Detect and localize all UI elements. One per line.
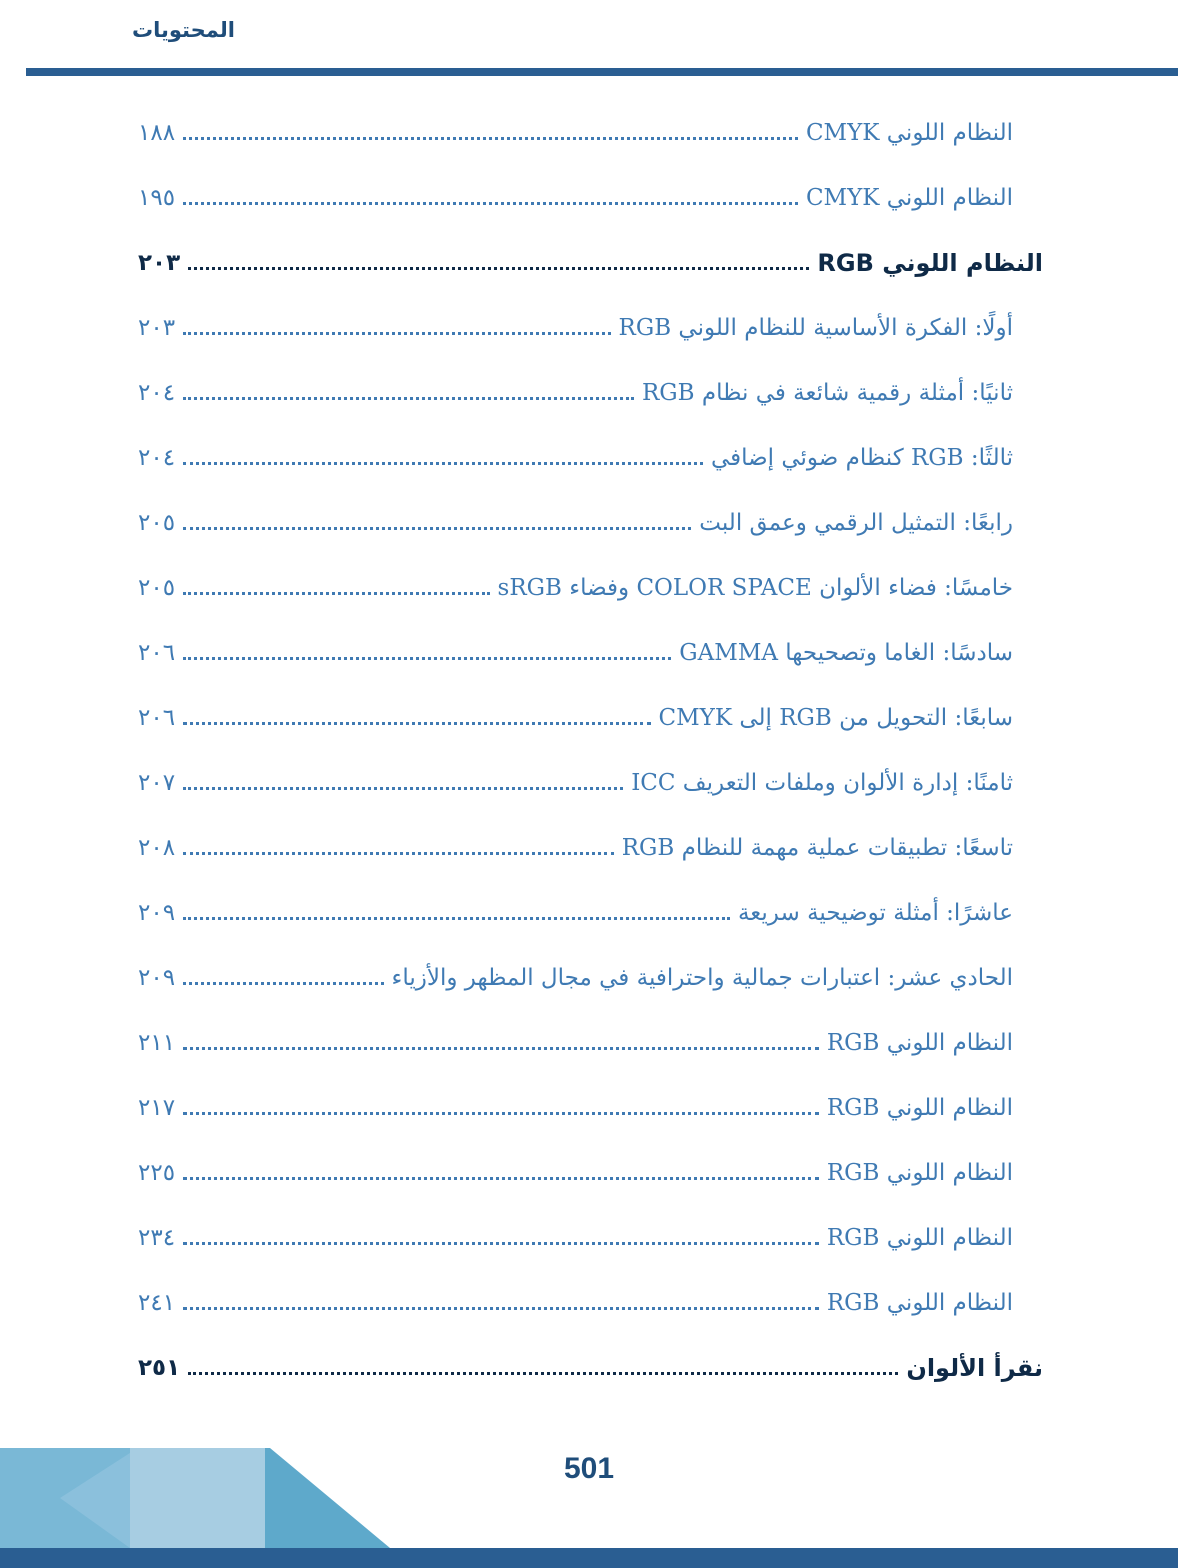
toc-entry-page: ٢٣٤: [138, 1224, 176, 1251]
toc-entry: [138, 1335, 1043, 1400]
toc-dot-leader: [183, 592, 489, 595]
toc-entry: [138, 685, 1043, 750]
toc-entry: [138, 425, 1043, 490]
toc-dot-leader: [183, 527, 691, 530]
toc-entry-page: ٢٥١: [138, 1354, 181, 1381]
toc-dot-leader: [183, 917, 730, 920]
toc-entry: [138, 1140, 1043, 1205]
toc-entry-title: النظام اللوني RGB: [826, 1029, 1013, 1056]
toc-entry: [138, 1075, 1043, 1140]
toc-dot-leader: [183, 852, 614, 855]
toc-entry-page: ٢٠٩: [138, 964, 176, 991]
toc-dot-leader: [183, 1047, 819, 1050]
footer-bar: [0, 1548, 1178, 1568]
toc-entry-title: نقرأ الألوان: [906, 1353, 1043, 1382]
toc-dot-leader: [183, 657, 671, 660]
toc-entry-page: ٢٢٥: [138, 1159, 176, 1186]
toc-entry-page: ٢٤١: [138, 1289, 176, 1316]
toc-entry-title: أولًا: الفكرة الأساسية للنظام اللوني RGB: [618, 314, 1013, 341]
toc-dot-leader: [188, 1372, 898, 1375]
toc-entry: [138, 490, 1043, 555]
toc-entry-title: النظام اللوني RGB: [826, 1094, 1013, 1121]
toc-entry-page: ٢٠٥: [138, 574, 176, 601]
toc-dot-leader: [183, 1112, 819, 1115]
toc-entry-page: ٢١٧: [138, 1094, 176, 1121]
toc-dot-leader: [183, 1242, 819, 1245]
toc-entry-page: ٢٠٣: [138, 314, 176, 341]
toc-dot-leader: [183, 722, 650, 725]
toc-entry-title: النظام اللوني CMYK: [805, 184, 1013, 211]
toc-entry-page: ٢٠٧: [138, 769, 176, 796]
toc-entry-page: ٢٠٥: [138, 509, 176, 536]
toc-entry-title: النظام اللوني RGB: [826, 1289, 1013, 1316]
toc-entry-title: النظام اللوني RGB: [826, 1224, 1013, 1251]
toc-dot-leader: [183, 982, 383, 985]
toc-entry-page: ٢٠٦: [138, 639, 176, 666]
toc-entry-title: النظام اللوني CMYK: [805, 119, 1013, 146]
toc-dot-leader: [183, 397, 634, 400]
toc-entry-page: ١٩٥: [138, 184, 176, 211]
toc-entry: [138, 880, 1043, 945]
toc-entry-title: رابعًا: التمثيل الرقمي وعمق البت: [699, 509, 1013, 536]
toc-dot-leader: [183, 787, 623, 790]
toc-entry: [138, 1205, 1043, 1270]
toc-entry: [138, 165, 1043, 230]
toc-entry-title: ثامنًا: إدارة الألوان وملفات التعريف ICC: [631, 769, 1013, 796]
toc-entry-title: تاسعًا: تطبيقات عملية مهمة للنظام RGB: [621, 834, 1013, 861]
toc-entry: [138, 100, 1043, 165]
toc-dot-leader: [183, 462, 703, 465]
toc-entry-title: النظام اللوني RGB: [826, 1159, 1013, 1186]
toc-entry: [138, 945, 1043, 1010]
toc-entry-title: ثالثًا: RGB كنظام ضوئي إضافي: [710, 444, 1013, 471]
toc-entry-title: خامسًا: فضاء الألوان COLOR SPACE وفضاء sRGB: [497, 574, 1013, 601]
toc-entry-title: ثانيًا: أمثلة رقمية شائعة في نظام RGB: [641, 379, 1013, 406]
toc-entry-page: ٢٠٩: [138, 899, 176, 926]
toc-entry: [138, 295, 1043, 360]
toc-entry-title: سادسًا: الغاما وتصحيحها GAMMA: [679, 639, 1013, 666]
toc-entry-page: ٢٠٤: [138, 379, 176, 406]
toc-entry-page: ٢٠٤: [138, 444, 176, 471]
toc-entry: [138, 815, 1043, 880]
toc-dot-leader: [183, 137, 798, 140]
toc-entry-page: ٢٠٣: [138, 249, 181, 276]
toc-entry: [138, 1010, 1043, 1075]
toc-dot-leader: [188, 267, 809, 270]
toc-entry: [138, 750, 1043, 815]
toc-dot-leader: [183, 332, 610, 335]
toc-entry-page: ٢١١: [138, 1029, 176, 1056]
toc-entry: [138, 1270, 1043, 1335]
page-number: 501: [563, 1452, 615, 1485]
toc-entry: [138, 360, 1043, 425]
toc-entry-page: ٢٠٦: [138, 704, 176, 731]
toc-dot-leader: [183, 202, 798, 205]
toc-dot-leader: [183, 1307, 819, 1310]
page-header-title: المحتويات: [132, 18, 235, 42]
toc-entry-title: النظام اللوني RGB: [817, 248, 1043, 277]
toc-entry: [138, 230, 1043, 295]
toc-entry-title: الحادي عشر: اعتبارات جمالية واحترافية في مجال المظهر والأزياء: [391, 964, 1013, 991]
table-of-contents: [138, 100, 1043, 1400]
toc-entry-title: عاشرًا: أمثلة توضيحية سريعة: [737, 899, 1013, 926]
toc-entry-title: سابعًا: التحويل من RGB إلى CMYK: [658, 704, 1013, 731]
header-rule: [26, 68, 1178, 76]
toc-entry: [138, 620, 1043, 685]
toc-dot-leader: [183, 1177, 819, 1180]
toc-entry: [138, 555, 1043, 620]
toc-entry-page: ٢٠٨: [138, 834, 176, 861]
toc-entry-page: ١٨٨: [138, 119, 176, 146]
